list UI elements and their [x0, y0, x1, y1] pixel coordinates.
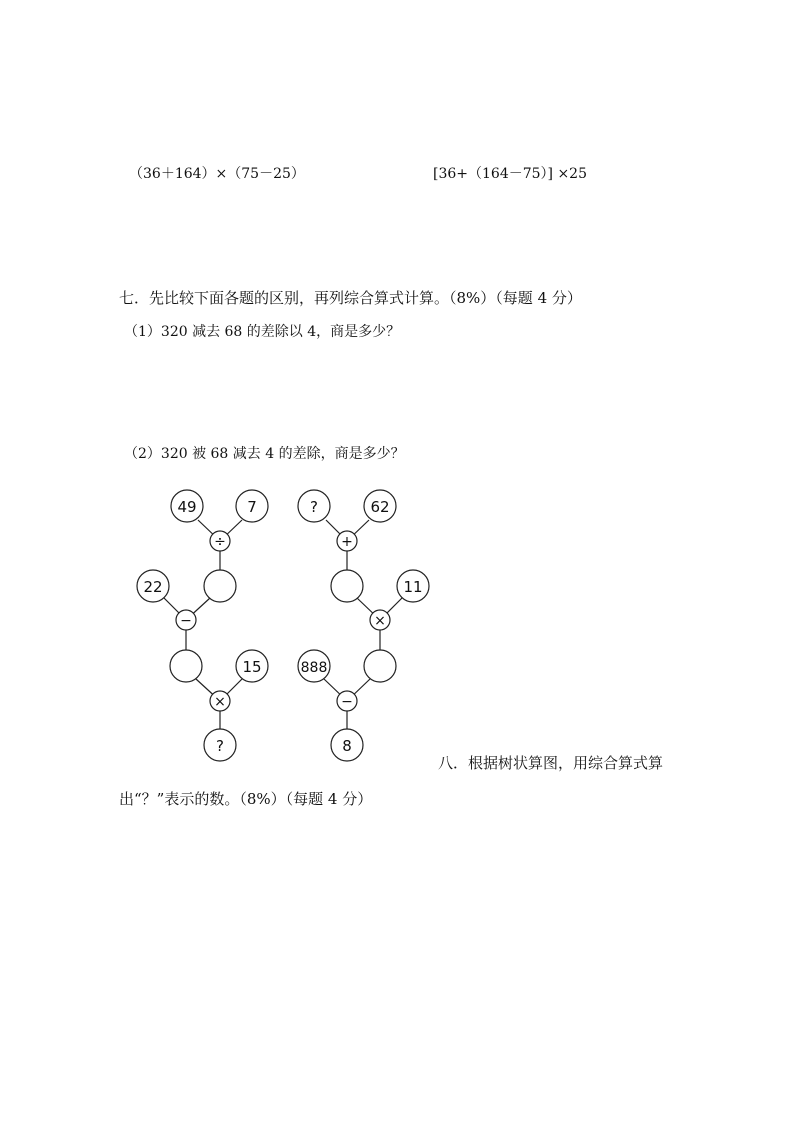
- tree-node-11: [397, 570, 429, 602]
- tree-node-62: [364, 490, 396, 522]
- tree-node-unknown: [298, 490, 330, 522]
- divide-operator: [210, 531, 230, 551]
- svg-text:62: 62: [370, 498, 390, 516]
- section8-heading-part2: 出“？”表示的数。（8%）（每题 4 分）: [119, 790, 373, 808]
- svg-text:−: −: [341, 694, 353, 710]
- minus-operator: [176, 610, 196, 630]
- svg-text:8: 8: [342, 737, 352, 755]
- multiply-operator: [370, 610, 390, 630]
- svg-text:+: +: [341, 534, 353, 550]
- svg-text:888: 888: [300, 660, 328, 676]
- svg-text:?: ?: [216, 737, 224, 755]
- section7-question-2: （2）320 被 68 减去 4 的差除，商是多少？: [124, 446, 405, 462]
- left-tree: [137, 490, 268, 761]
- tree-result-unknown: [204, 729, 236, 761]
- section7-question-1: （1）320 减去 68 的差除以 4，商是多少？: [124, 324, 401, 340]
- tree-node-888: [298, 650, 330, 682]
- tree-node-blank[interactable]: [364, 650, 396, 682]
- svg-text:7: 7: [247, 498, 257, 516]
- multiply-operator: [210, 691, 230, 711]
- tree-node-blank[interactable]: [170, 650, 202, 682]
- tree-result-8: [331, 729, 363, 761]
- section7-heading: 七．先比较下面各题的区别，再列综合算式计算。（8%）（每题 4 分）: [119, 289, 582, 307]
- svg-text:22: 22: [143, 578, 163, 596]
- svg-text:÷: ÷: [214, 534, 226, 550]
- svg-text:×: ×: [214, 694, 226, 710]
- svg-text:15: 15: [242, 658, 262, 676]
- svg-text:49: 49: [177, 498, 197, 516]
- tree-node-49: [171, 490, 203, 522]
- plus-operator: [337, 531, 357, 551]
- svg-text:×: ×: [374, 613, 386, 629]
- tree-node-22: [137, 570, 169, 602]
- expression-left: （36＋164）×（75－25）: [129, 166, 305, 182]
- svg-text:?: ?: [310, 498, 318, 516]
- section8-heading-part1: 八．根据树状算图，用综合算式算: [438, 754, 664, 772]
- tree-node-15: [236, 650, 268, 682]
- expression-right: [36+（164－75）] ×25: [433, 166, 587, 182]
- tree-node-7: [236, 490, 268, 522]
- svg-text:−: −: [180, 613, 192, 629]
- tree-node-blank[interactable]: [204, 570, 236, 602]
- svg-text:11: 11: [403, 578, 423, 596]
- right-tree: [298, 490, 429, 761]
- tree-node-blank[interactable]: [331, 570, 363, 602]
- minus-operator: [337, 691, 357, 711]
